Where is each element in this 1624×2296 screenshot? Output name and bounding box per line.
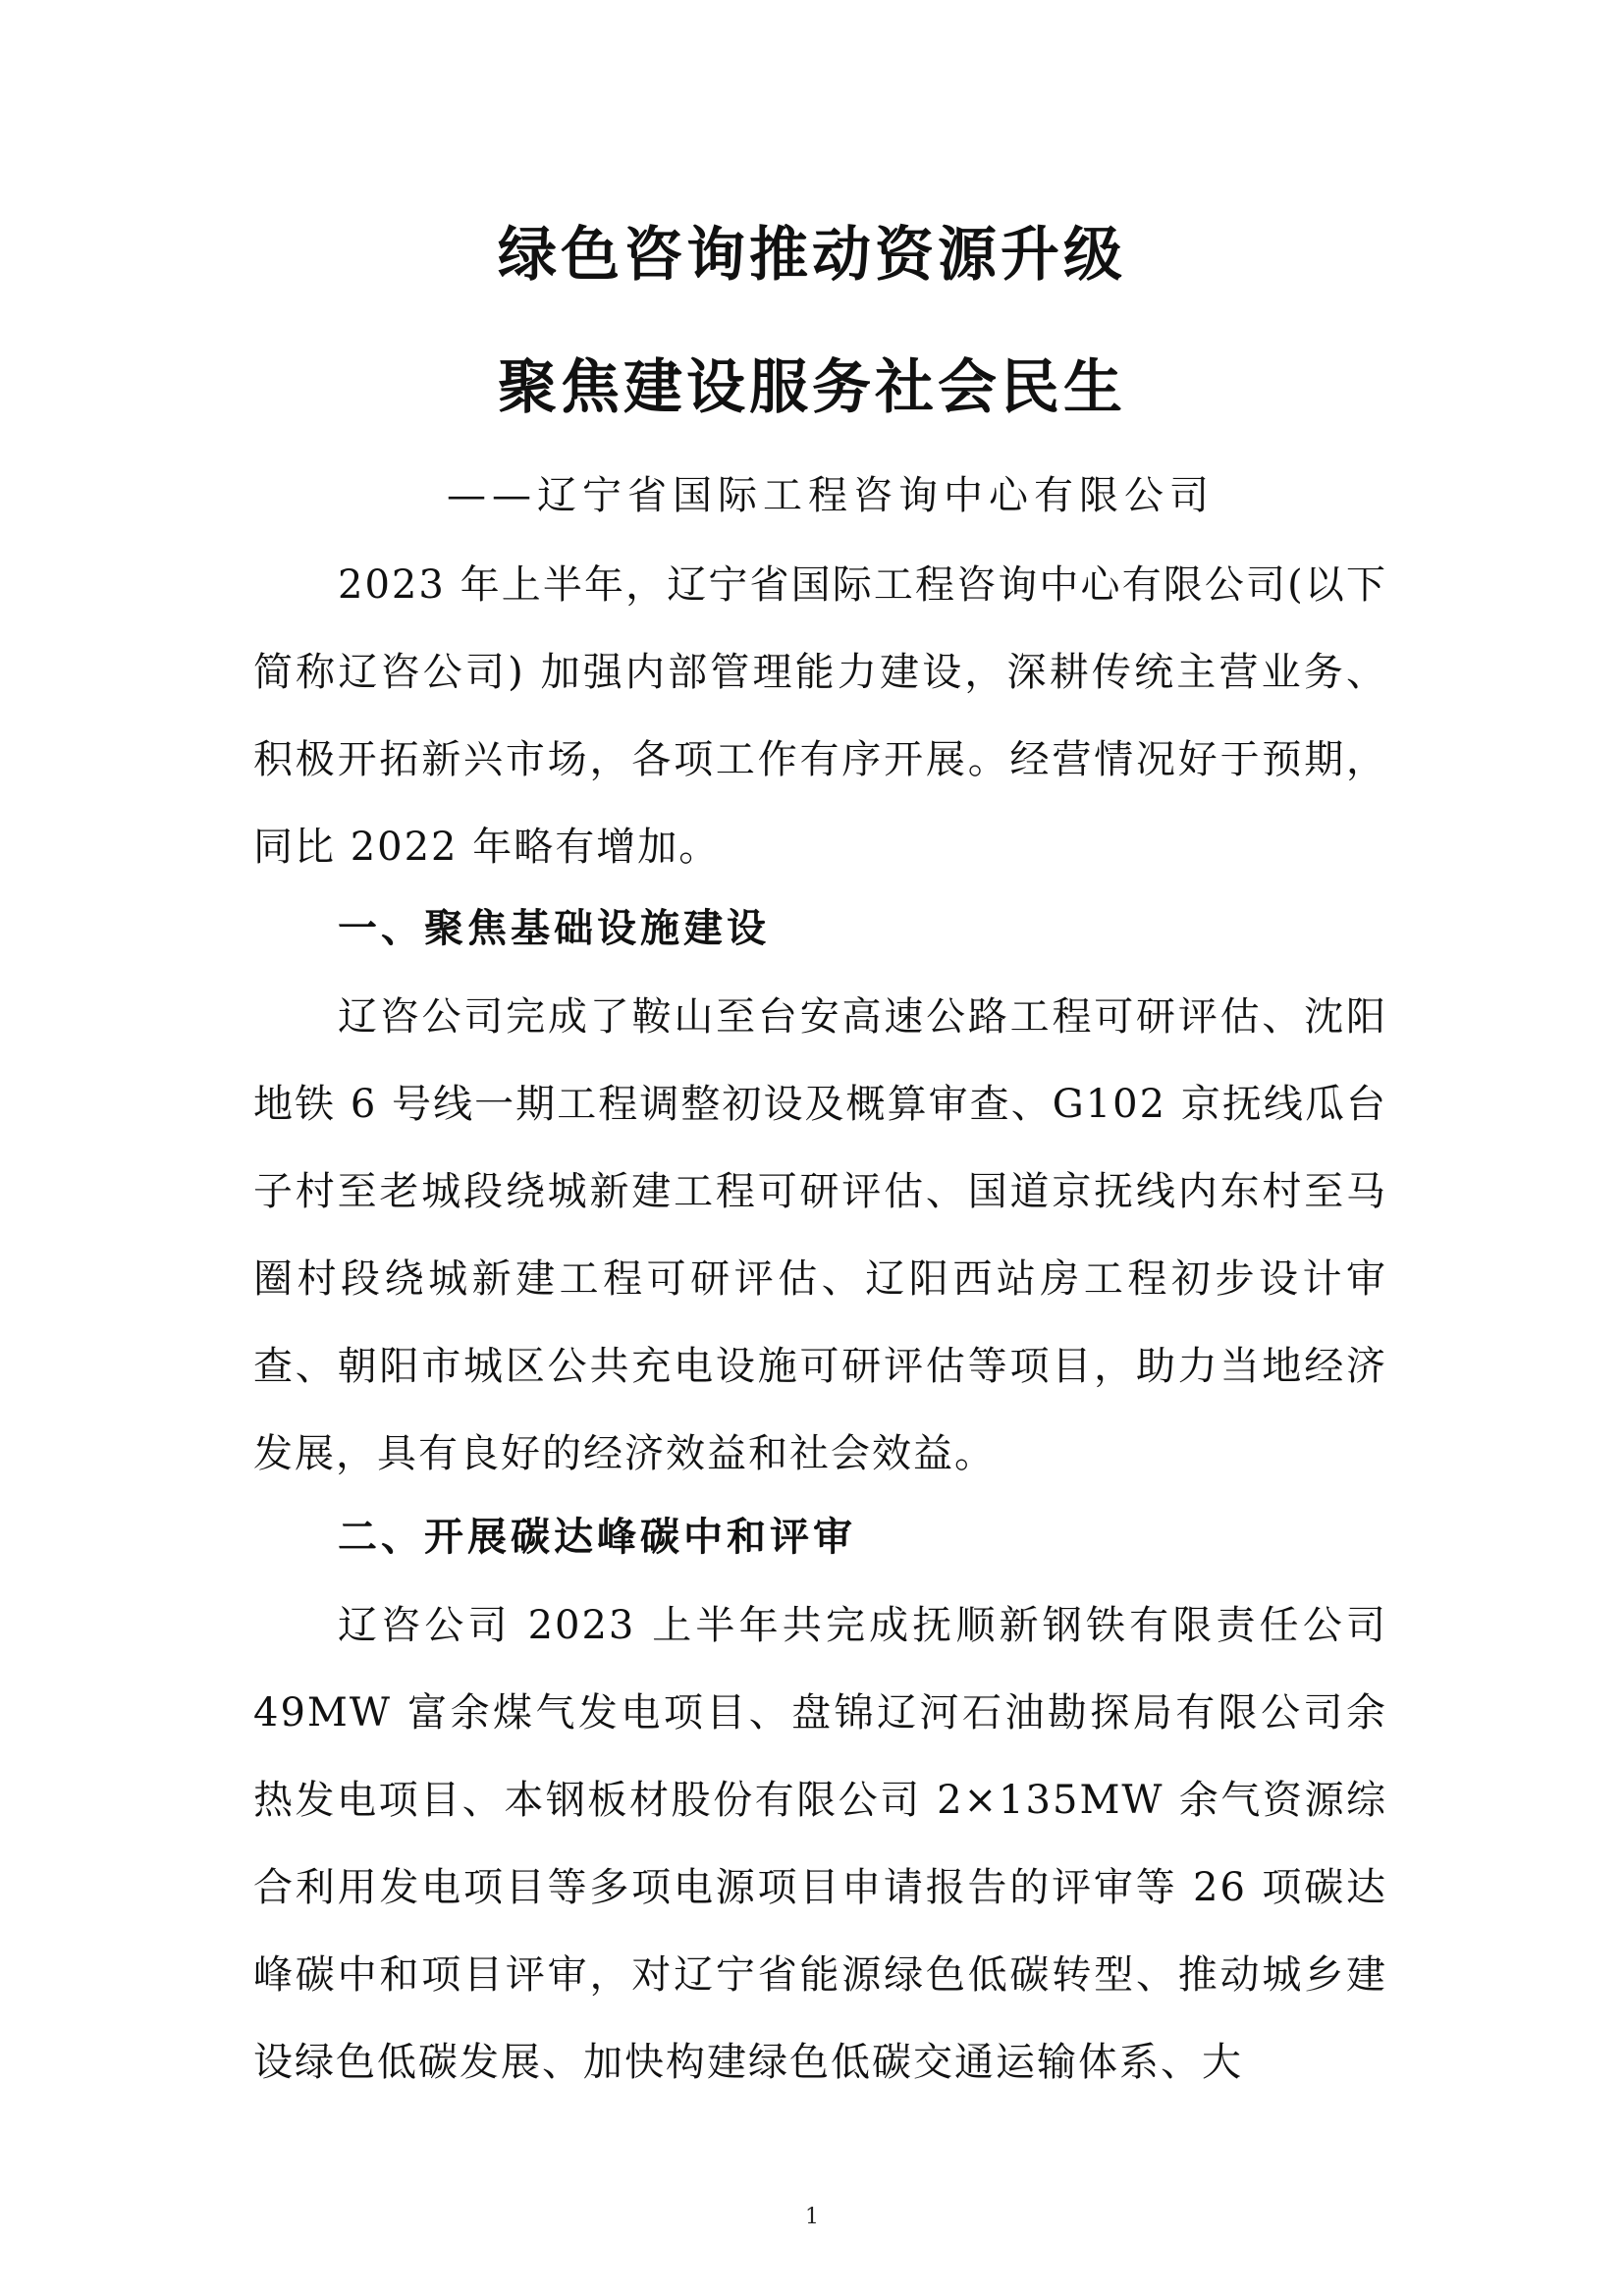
- document-title-line-1: 绿色咨询推动资源升级: [498, 221, 1126, 290]
- intro-paragraph: 2023 年上半年，辽宁省国际工程咨询中心有限公司(以下简称辽咨公司) 加强内部管理能力建设，深耕传统主营业务、积极开拓新兴市场，各项工作有序开展。经营情况好于预期，同比 2022 年略有增加。: [253, 562, 1387, 870]
- section-heading-2: 二、开展碳达峰碳中和评审: [338, 1515, 856, 1560]
- section-body-1: 辽咨公司完成了鞍山至台安高速公路工程可研评估、沈阳地铁 6 号线一期工程调整初设及概算审查、G102 京抚线瓜台子村至老城段绕城新建工程可研评估、国道京抚线内东村至马圈村段绕城新建工程可研评估、辽阳西站房工程初步设计审查、朝阳市城区公共充电设施可研评估等项目，助力当地经济发展，具有良好的经济效益和社会效益。: [253, 994, 1387, 1476]
- section-heading-1: 一、聚焦基础设施建设: [338, 906, 770, 951]
- page-number: 1: [805, 2205, 819, 2229]
- document-title-line-2: 聚焦建设服务社会民生: [498, 353, 1126, 422]
- document-subtitle: ——辽宁省国际工程咨询中心有限公司: [447, 473, 1215, 518]
- section-body-2: 辽咨公司 2023 上半年共完成抚顺新钢铁有限责任公司 49MW 富余煤气发电项目、盘锦辽河石油勘探局有限公司余热发电项目、本钢板材股份有限公司 2×135MW 余气资源综合利用发电项目等多项电源项目申请报告的评审等 26 项碳达峰碳中和项目评审，对辽宁省能源绿色低碳转型、推动城乡建设绿色低碳发展、加快构建绿色低碳交通运输体系、大: [253, 1603, 1387, 2085]
